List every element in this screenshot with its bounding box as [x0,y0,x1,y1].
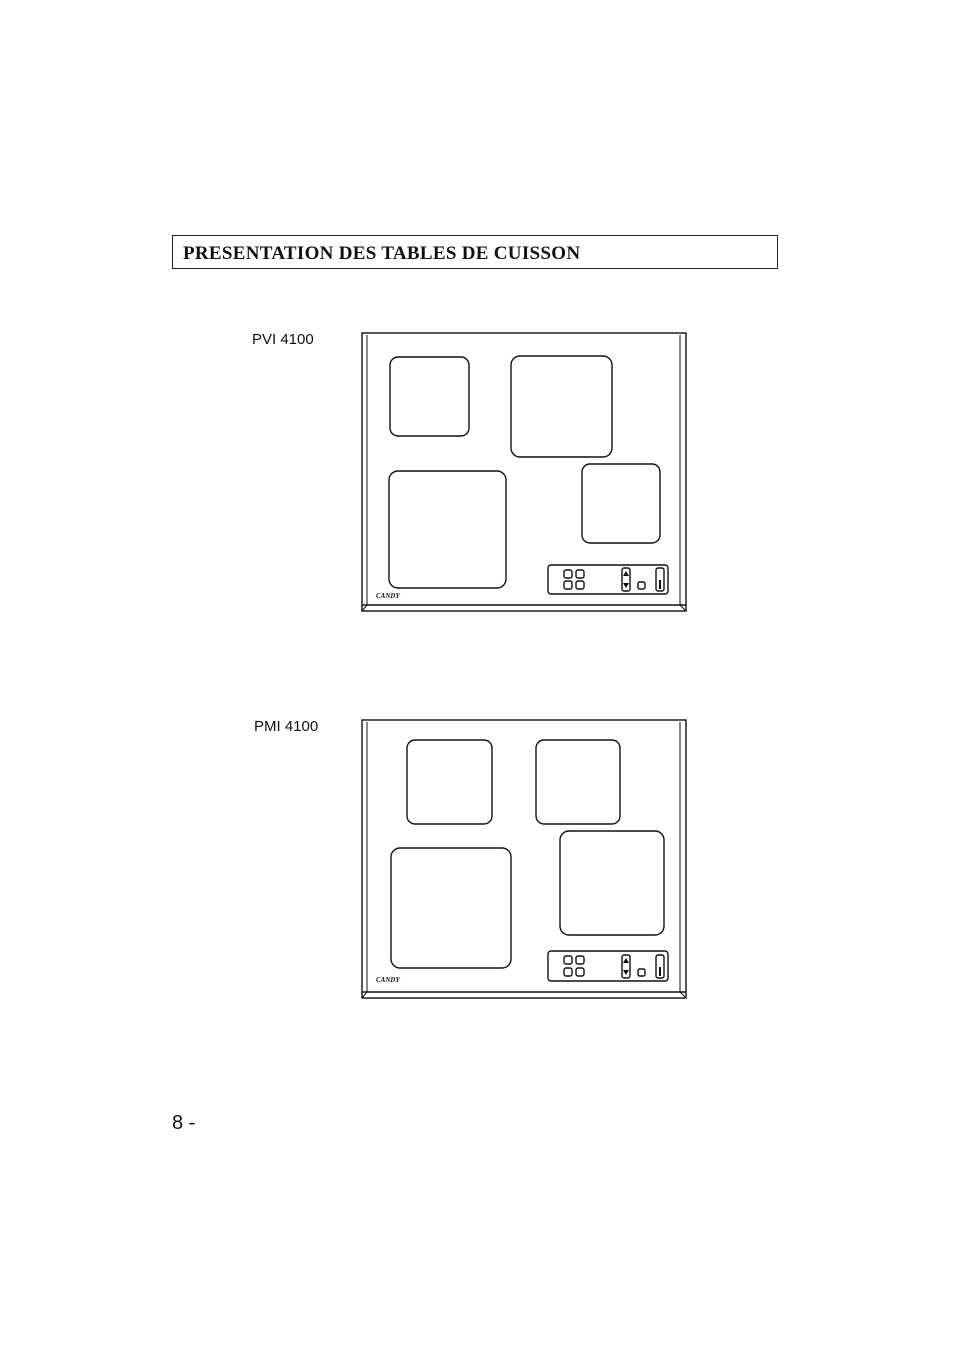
touch-key [564,968,572,976]
hob-outline [362,720,686,998]
touch-key [576,570,584,578]
touch-key [564,581,572,589]
hob-model-label-pmi: PMI 4100 [254,718,319,735]
touch-key [576,956,584,964]
cooking-zone [407,740,492,824]
timer-key [638,582,645,589]
section-title-box [172,235,778,269]
cooking-zone [536,740,620,824]
hob-diagram-pvi [360,331,690,615]
section-title: PRESENTATION DES TABLES DE CUISSON [183,243,581,264]
touch-key [564,956,572,964]
cooking-zone [390,357,469,436]
hob-outline [362,333,686,611]
cooking-zone [582,464,660,543]
touch-key [576,581,584,589]
candy-logo: CANDY [376,592,400,600]
touch-key [576,968,584,976]
cooking-zone [389,471,506,588]
hob-model-label-pvi: PVI 4100 [252,331,314,348]
page-number: 8 - [172,1112,196,1134]
timer-key [638,969,645,976]
hob-diagram-pmi [360,718,690,1002]
touch-key [564,570,572,578]
cooking-zone [391,848,511,968]
candy-logo: CANDY [376,976,400,984]
cooking-zone [511,356,612,457]
cooking-zone [560,831,664,935]
